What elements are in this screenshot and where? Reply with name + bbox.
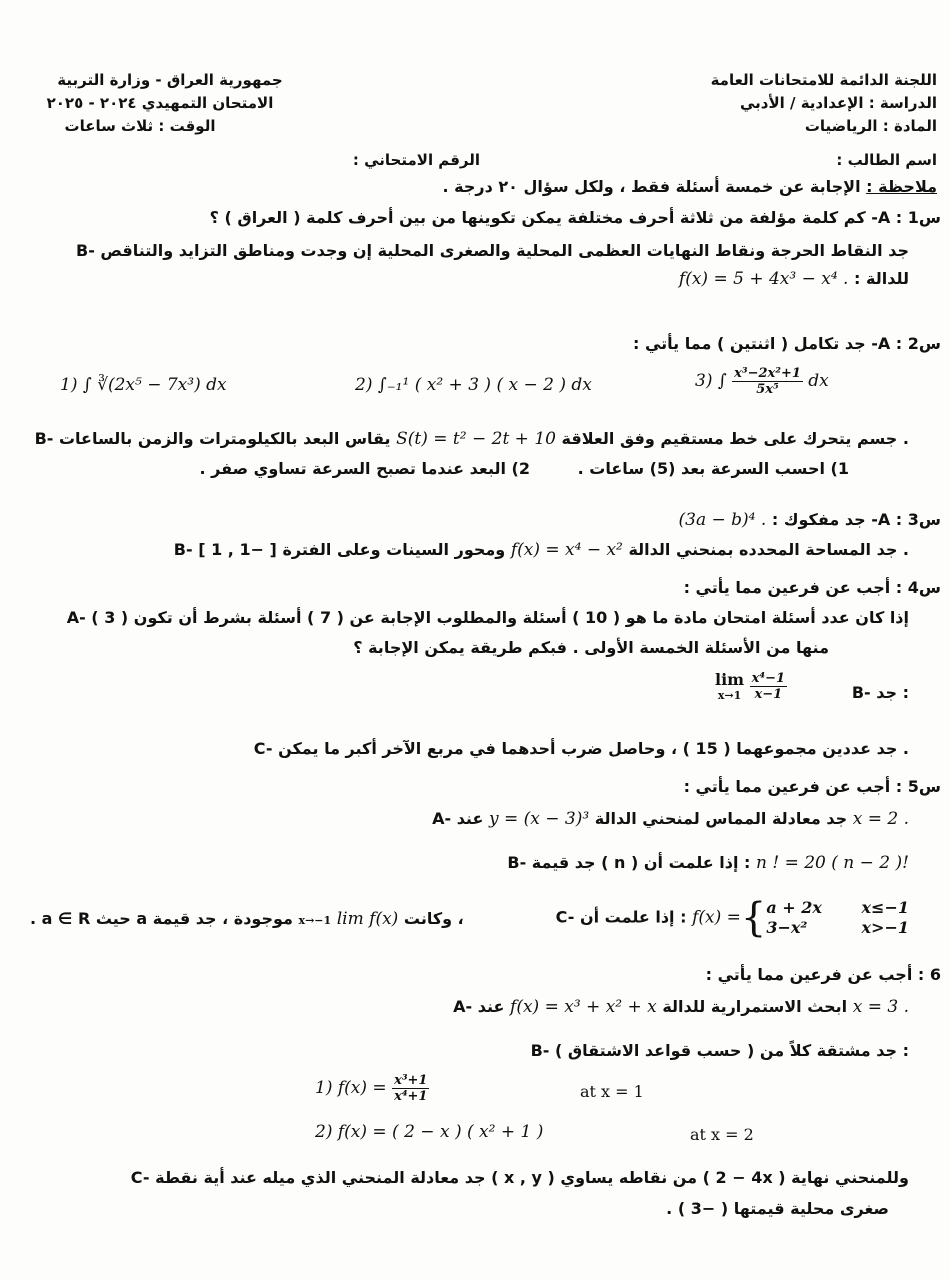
exam-title: الامتحان التمهيدي ٢٠٢٤ - ٢٠٢٥ xyxy=(46,94,274,112)
q4-b-label: B- جد : xyxy=(851,683,909,702)
q5-c-end: ، وكانت lim f(x) x→−1 موجودة ، جد قيمة a حيث a ∈ R . xyxy=(30,909,464,929)
q4-title: س4 : أجب عن فرعين مما يأتي : xyxy=(683,578,941,597)
q4-c: C- جد عددين مجموعهما ( 15 ) ، وحاصل ضرب أحدهما في مربع الآخر أكبر ما يمكن . xyxy=(253,739,909,758)
note xyxy=(443,176,937,198)
q2-integral-1: 1) ∫ ∛(2x⁵ − 7x³) dx xyxy=(60,375,227,395)
q5-b: B- جد قيمة ( n ) إذا علمت أن : n ! = 20 ( n − 2 )! xyxy=(507,853,909,873)
subject: المادة : الرياضيات xyxy=(804,117,937,135)
q5-c: C- إذا علمت أن : f(x) ={ a + 2x 3−x² x≤−1 x>−1 xyxy=(555,895,909,941)
study-branch: الدراسة : الإعدادية / الأدبي xyxy=(739,94,937,112)
committee-name: اللجنة الدائمة للامتحانات العامة xyxy=(710,71,937,89)
q1-b-line1: B- جد النقاط الحرجة ونقاط النهايات العظمى المحلية والصغرى المحلية إن وجدت ومناطق التزايد والتناقص xyxy=(76,241,909,260)
q2-b-1: 1) احسب السرعة بعد (5) ساعات . xyxy=(577,459,849,478)
q5-c-piecewise: f(x) ={ a + 2x 3−x² x≤−1 x>−1 xyxy=(692,895,909,941)
q6-a: A- ابحث الاستمرارية للدالة f(x) = x³ + x² + x عند x = 3 . xyxy=(453,997,909,1017)
q6-b-2: 2) f(x) = ( 2 − x ) ( x² + 1 ) xyxy=(315,1122,544,1142)
q1-b-line2: للدالة : f(x) = 5 + 4x³ − x⁴ . xyxy=(678,269,909,289)
q2-b-2: 2) البعد عندما تصبح السرعة تساوي صفر . xyxy=(199,459,530,478)
q1-function: f(x) = 5 + 4x³ − x⁴ . xyxy=(678,269,849,289)
q5-title: س5 : أجب عن فرعين مما يأتي : xyxy=(683,777,941,796)
exam-time: الوقت : ثلاث ساعات xyxy=(64,117,216,135)
q6-b-1: 1) f(x) = $\frac{\text{x³+1}}{\text{x⁴+1}}$ xyxy=(315,1073,428,1104)
q6-title: 6 : أجب عن فرعين مما يأتي : xyxy=(705,965,941,984)
note-text: الإجابة عن خمسة أسئلة فقط ، ولكل سؤال ٢٠ درجة . xyxy=(442,177,867,196)
q6-b: B- جد مشتقة كلاً من ( حسب قواعد الاشتقاق ) : xyxy=(530,1041,909,1060)
q6-b-1-at: at x = 1 xyxy=(580,1082,644,1101)
q6-b-2-at: at x = 2 xyxy=(690,1125,754,1144)
q3-a: س3 : A- جد مفكوك : (3a − b)⁴ . xyxy=(678,510,941,530)
q5-a: A- جد معادلة المماس لمنحني الدالة y = (x − 3)³ عند x = 2 . xyxy=(432,809,909,829)
q2-integral-3: 3) ∫ $\frac{\text{x³−2x²+1}}{\text{5x⁵}}$ dx xyxy=(695,366,829,397)
q2-a: س2 : A- جد تكامل ( اثنتين ) مما يأتي : xyxy=(633,334,941,353)
exam-number-label: الرقم الامتحاني : xyxy=(352,151,480,169)
q1-a: س1 : A- كم كلمة مؤلفة من ثلاثة أحرف مختلفة يمكن تكوينها من بين أحرف كلمة ( العراق ) ؟ xyxy=(209,208,941,227)
q2-b: B- جسم يتحرك على خط مستقيم وفق العلاقة S(t) = t² − 2t + 10 يقاس البعد بالكيلومترات والزمن بالساعات . xyxy=(34,429,909,449)
q4-b-limit: lim x→1 $\frac{\text{x⁴−1}}{x-1}$ xyxy=(715,670,786,702)
q4-a-line2: منها من الأسئلة الخمسة الأولى . فبكم طريقة يمكن الإجابة ؟ xyxy=(353,638,829,657)
q2-integral-2: 2) ∫₋₁¹ ( x² + 3 ) ( x − 2 ) dx xyxy=(355,375,592,395)
note-label: ملاحظة : xyxy=(866,177,937,196)
q6-c-line1: C- جد معادلة المنحني الذي ميله عند أية نقطة ( x , y ) من نقاطه يساوي ( 4 − 2x ) وللمنحني نهاية xyxy=(130,1168,909,1187)
q3-b: B- جد المساحة المحدده بمنحني الدالة f(x) = x⁴ − x² ومحور السينات وعلى الفترة [ −1 , 1 ] . xyxy=(173,540,909,560)
q6-c-line2: صغرى محلية قيمتها ( −3 ) . xyxy=(666,1199,889,1218)
student-name-label: اسم الطالب : xyxy=(836,151,937,169)
republic-ministry: جمهورية العراق - وزارة التربية xyxy=(57,71,283,89)
q4-a-line1: A- إذا كان عدد أسئلة امتحان مادة ما هو ( 10 ) أسئلة والمطلوب الإجابة عن ( 7 ) أسئلة بشرط أن تكون ( 3 ) xyxy=(66,608,909,627)
